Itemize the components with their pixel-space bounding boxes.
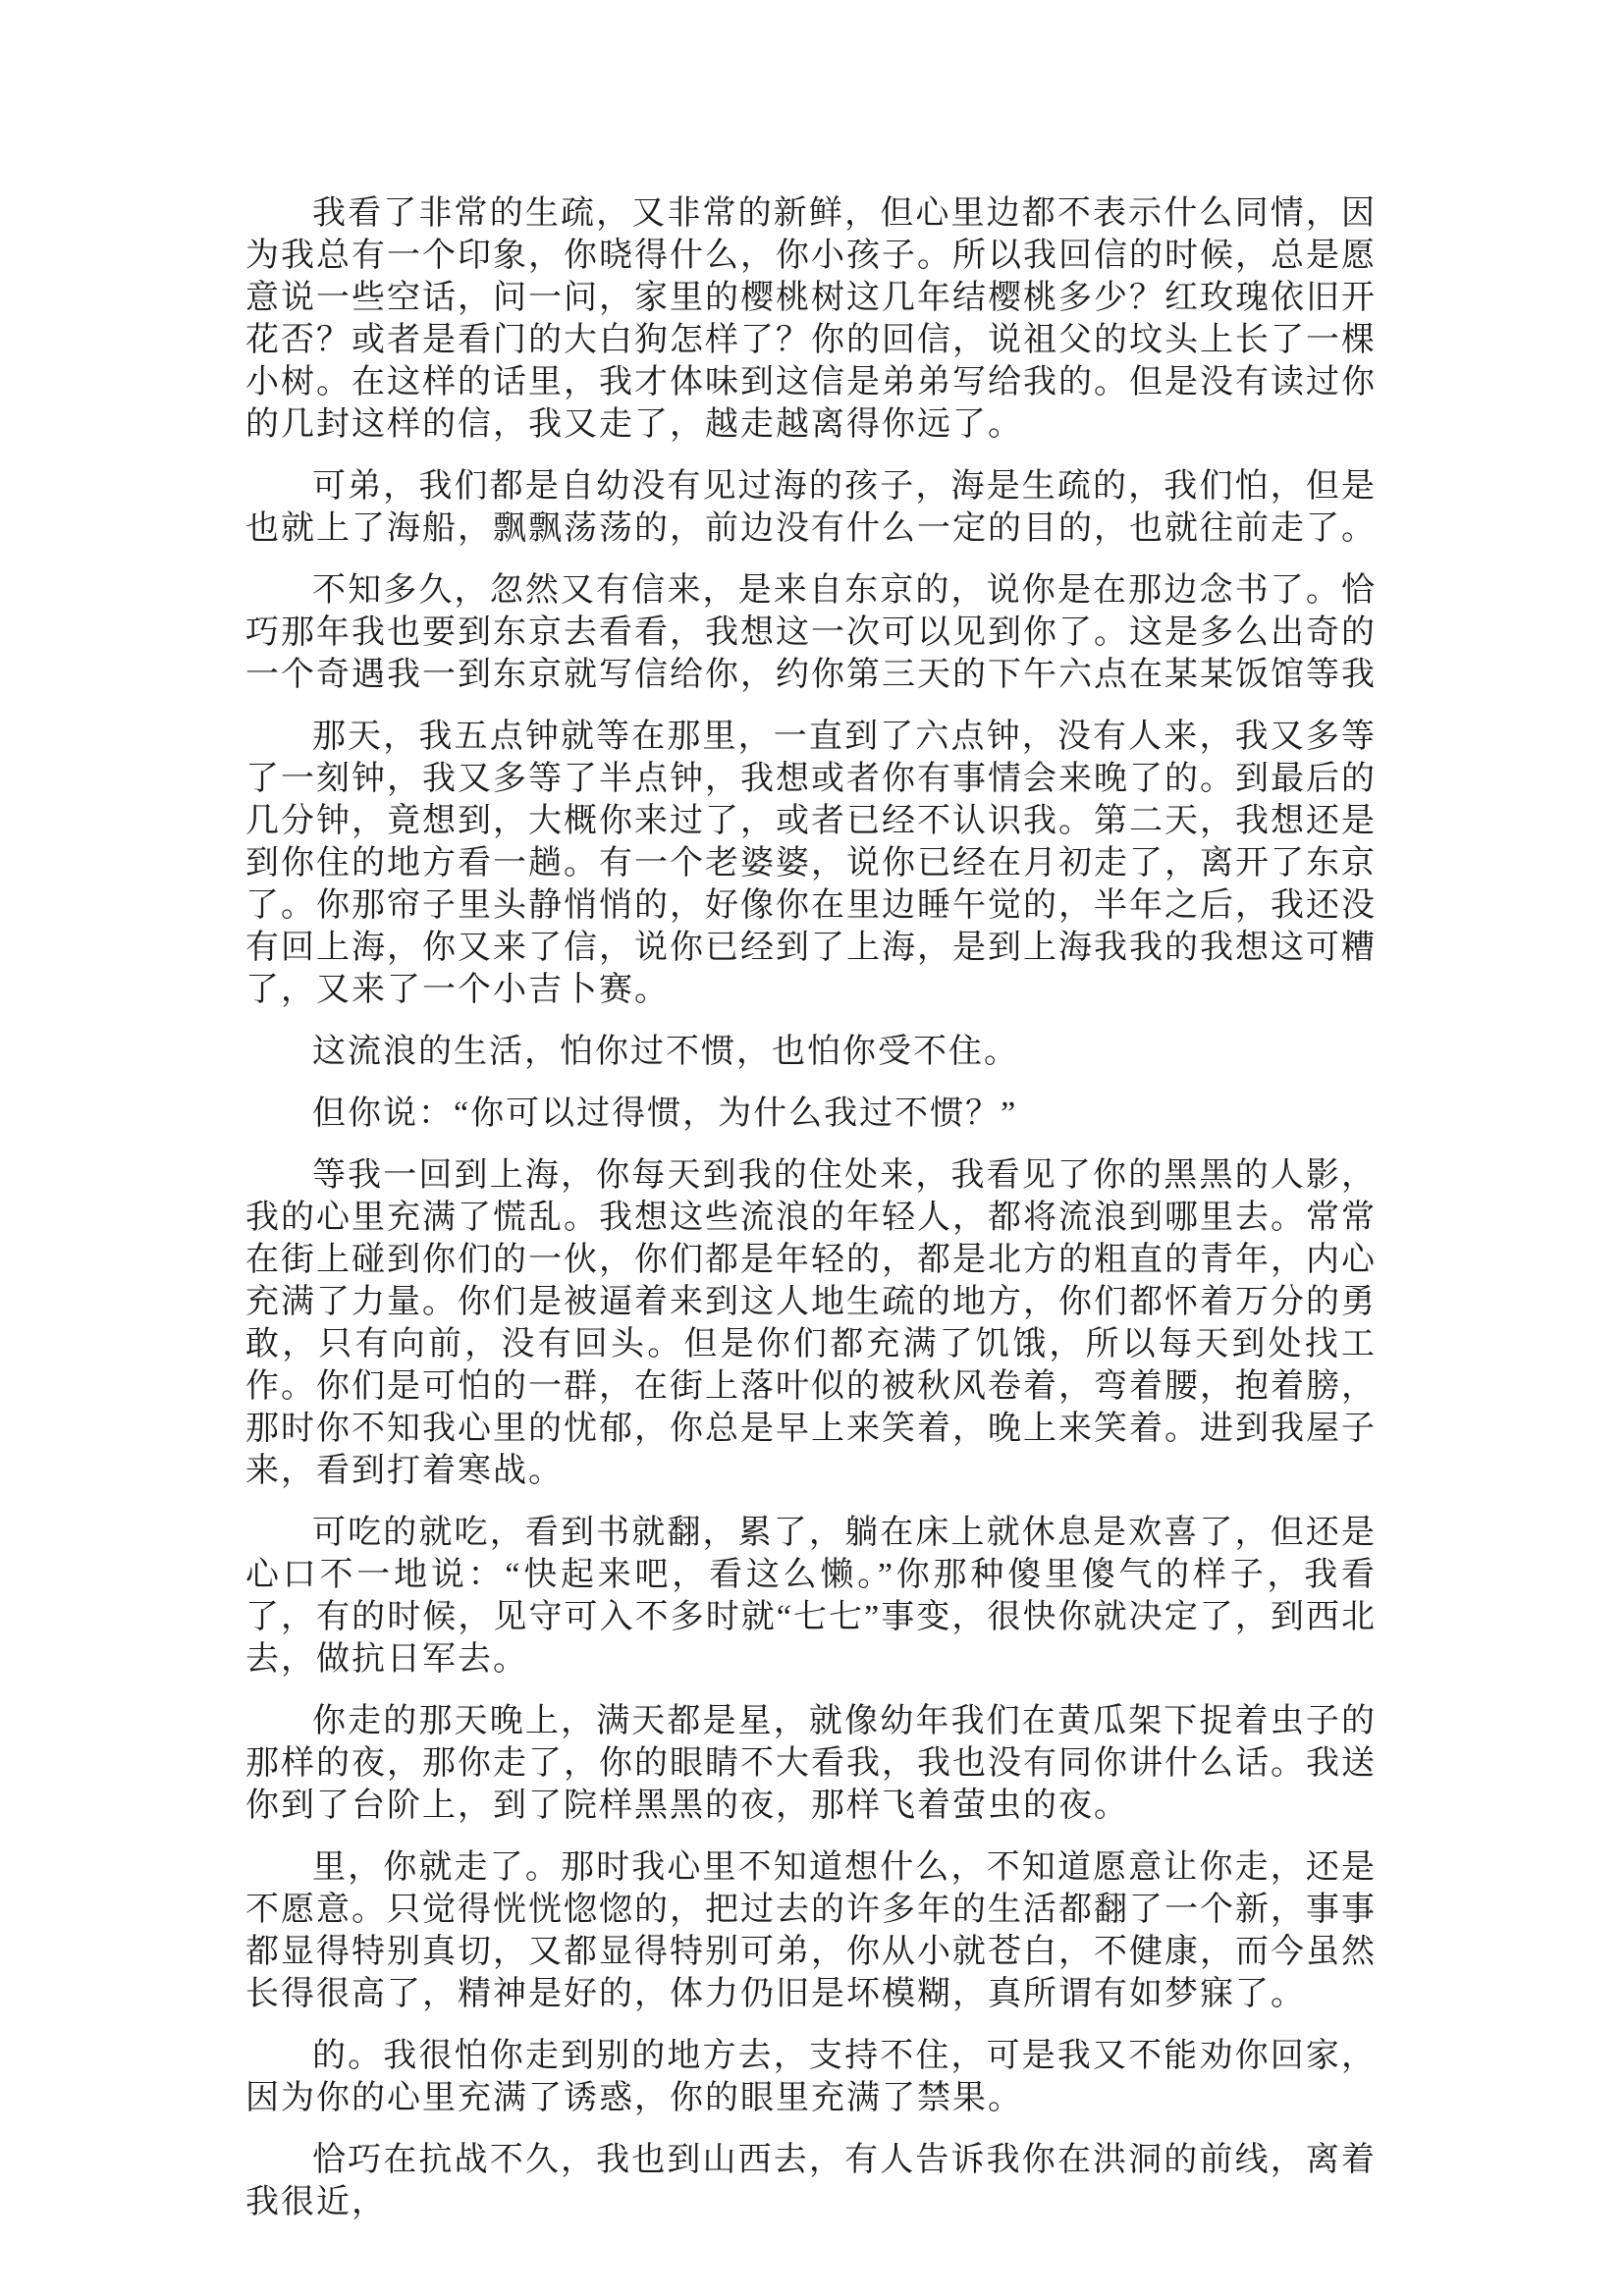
paragraph-3: 不知多久，忽然又有信来，是来自东京的，说你是在那边念书了。恰巧那年我也要到东京去看看，我想这一次可以见到你了。这是多么出奇的一个奇遇我一到东京就写信给你，约你第三天的下午六点在某某饭馆等我 — [245, 572, 1377, 693]
text-block — [245, 192, 1377, 2223]
paragraph-10: 里，你就走了。那时我心里不知道想什么，不知道愿意让你走，还是不愿意。只觉得恍恍惚惚的，把过去的许多年的生活都翻了一个新，事事都显得特别真切，又都显得特别可弟，你从小就苍白，不健康，而今虽然长得很高了，精神是好的，体力仍旧是坏模糊，真所谓有如梦寐了。 — [245, 1849, 1377, 2012]
paragraph-7: 等我一回到上海，你每天到我的住处来，我看见了你的黑黑的人影，我的心里充满了慌乱。我想这些流浪的年轻人，都将流浪到哪里去。常常在街上碰到你们的一伙，你们都是年轻的，都是北方的粗直的青年，内心充满了力量。你们是被逼着来到这人地生疏的地方，你们都怀着万分的勇敢，只有向前，没有回头。但是你们都充满了饥饿，所以每天到处找工作。你们是可怕的一群，在街上落叶似的被秋风卷着，弯着腰，抱着膀，那时你不知我心里的忧郁，你总是早上来笑着，晚上来笑着。进到我屋子来，看到打着寒战。 — [245, 1157, 1377, 1489]
paragraph-5: 这流浪的生活，怕你过不惯，也怕你受不住。 — [312, 1034, 1019, 1070]
paragraph-12: 恰巧在抗战不久，我也到山西去，有人告诉我你在洪洞的前线，离着我很近， — [245, 2142, 1377, 2220]
paragraph-11: 的。我很怕你走到别的地方去，支持不住，可是我又不能劝你回家，因为你的心里充满了诱惑，你的眼里充满了禁果。 — [245, 2038, 1377, 2116]
paragraph-8: 可吃的就吃，看到书就翻，累了，躺在床上就休息是欢喜了，但还是心口不一地说：“快起来吧，看这么懒。”你那种傻里傻气的样子，我看了，有的时候，见守可入不多时就“七七”事变，很快你就决定了，到西北去，做抗日军去。 — [245, 1515, 1377, 1678]
paragraph-6: 但你说：“你可以过得惯，为什么我过不惯？” — [312, 1095, 1018, 1132]
paragraph-4: 那天，我五点钟就等在那里，一直到了六点钟，没有人来，我又多等了一刻钟，我又多等了半点钟，我想或者你有事情会来晚了的。到最后的几分钟，竟想到，大概你来过了，或者已经不认识我。第二天，我想还是到你住的地方看一趟。有一个老婆婆，说你已经在月初走了，离开了东京了。你那帘子里头静悄悄的，好像你在里边睡午觉的，半年之后，我还没有回上海，你又来了信，说你已经到了上海，是到上海我我的我想这可糟了，又来了一个小吉卜赛。 — [245, 719, 1377, 1008]
paragraph-9: 你走的那天晚上，满天都是星，就像幼年我们在黄瓜架下捉着虫子的那样的夜，那你走了，你的眼睛不大看我，我也没有同你讲什么话。我送你到了台阶上，到了院样黑黑的夜，那样飞着萤虫的夜。 — [245, 1703, 1377, 1824]
paragraph-1: 我看了非常的生疏，又非常的新鲜，但心里边都不表示什么同情，因为我总有一个印象，你晓得什么，你小孩子。所以我回信的时候，总是愿意说一些空话，问一问，家里的樱桃树这几年结樱桃多少？红玫瑰依旧开花否？或者是看门的大白狗怎样了？你的回信，说祖父的坟头上长了一棵小树。在这样的话里，我才体味到这信是弟弟写给我的。但是没有读过你的几封这样的信，我又走了，越走越离得你远了。 — [245, 195, 1377, 443]
paragraph-2: 可弟，我们都是自幼没有见过海的孩子，海是生疏的，我们怕，但是也就上了海船，飘飘荡荡的，前边没有什么一定的目的，也就往前走了。 — [245, 468, 1377, 547]
